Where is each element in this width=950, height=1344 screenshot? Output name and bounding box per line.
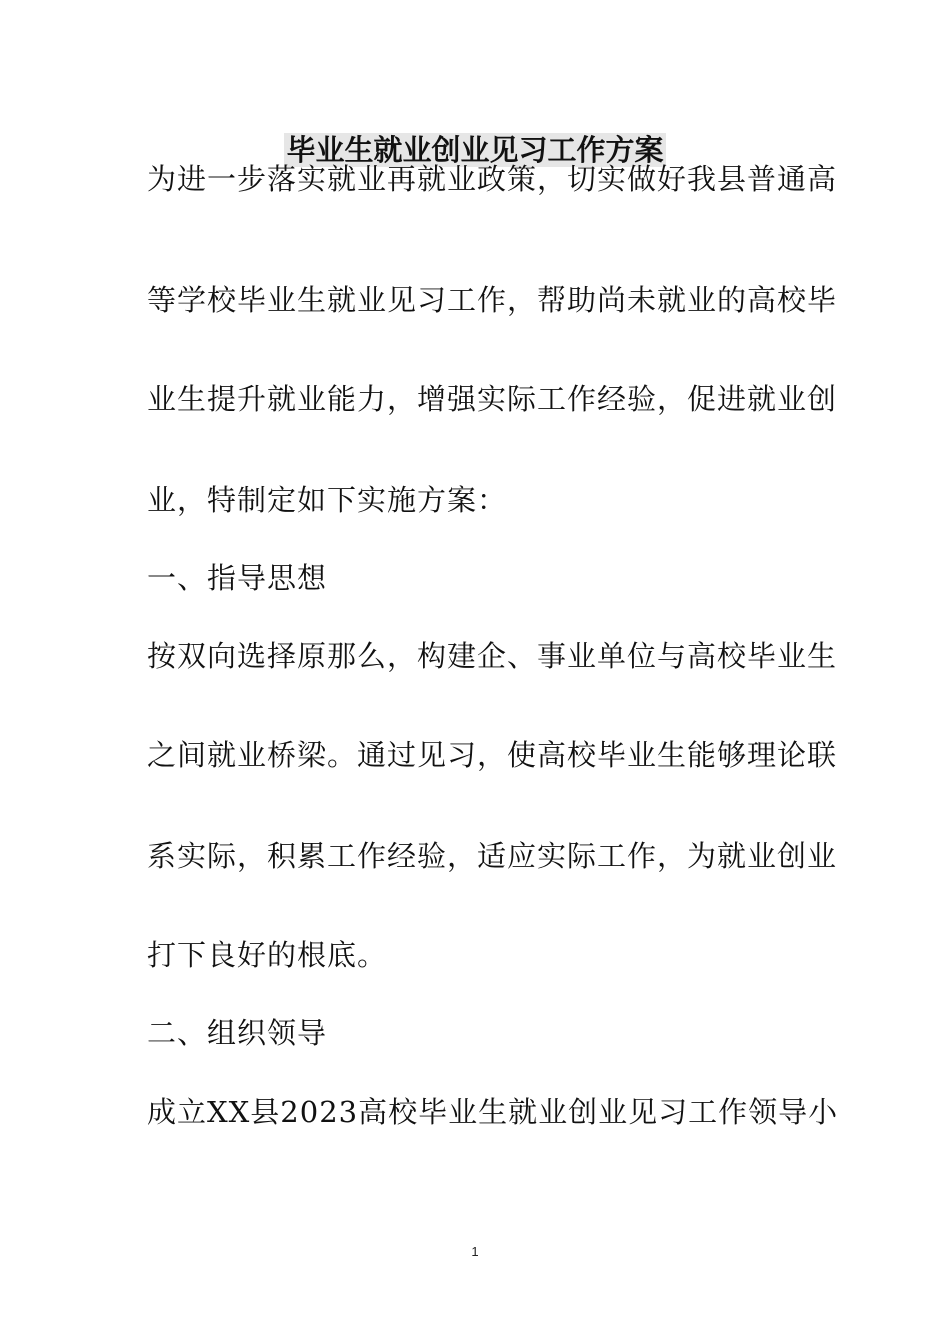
paragraph-line: 业，特制定如下实施方案： — [147, 483, 508, 517]
page-number: 1 — [471, 1244, 479, 1259]
paragraph-line: 按双向选择原那么，构建企、事业单位与高校毕业生 — [147, 639, 838, 673]
paragraph-line: 为进一步落实就业再就业政策，切实做好我县普通高 — [147, 162, 838, 196]
paragraph-line: 成立XX县2023高校毕业生就业创业见习工作领导小 — [147, 1095, 839, 1129]
section-heading: 一、指导思想 — [147, 561, 328, 595]
section-heading: 二、组织领导 — [147, 1016, 328, 1050]
paragraph-line: 系实际，积累工作经验，适应实际工作，为就业创业 — [147, 839, 838, 873]
paragraph-line: 打下良好的根底。 — [147, 938, 388, 972]
paragraph-line: 业生提升就业能力，增强实际工作经验，促进就业创 — [147, 382, 838, 416]
document-title-text: 毕业生就业创业见习工作方案 — [286, 133, 664, 167]
paragraph-line: 之间就业桥梁。通过见习，使高校毕业生能够理论联 — [147, 738, 838, 772]
paragraph-line: 等学校毕业生就业见习工作，帮助尚未就业的高校毕 — [147, 283, 838, 317]
